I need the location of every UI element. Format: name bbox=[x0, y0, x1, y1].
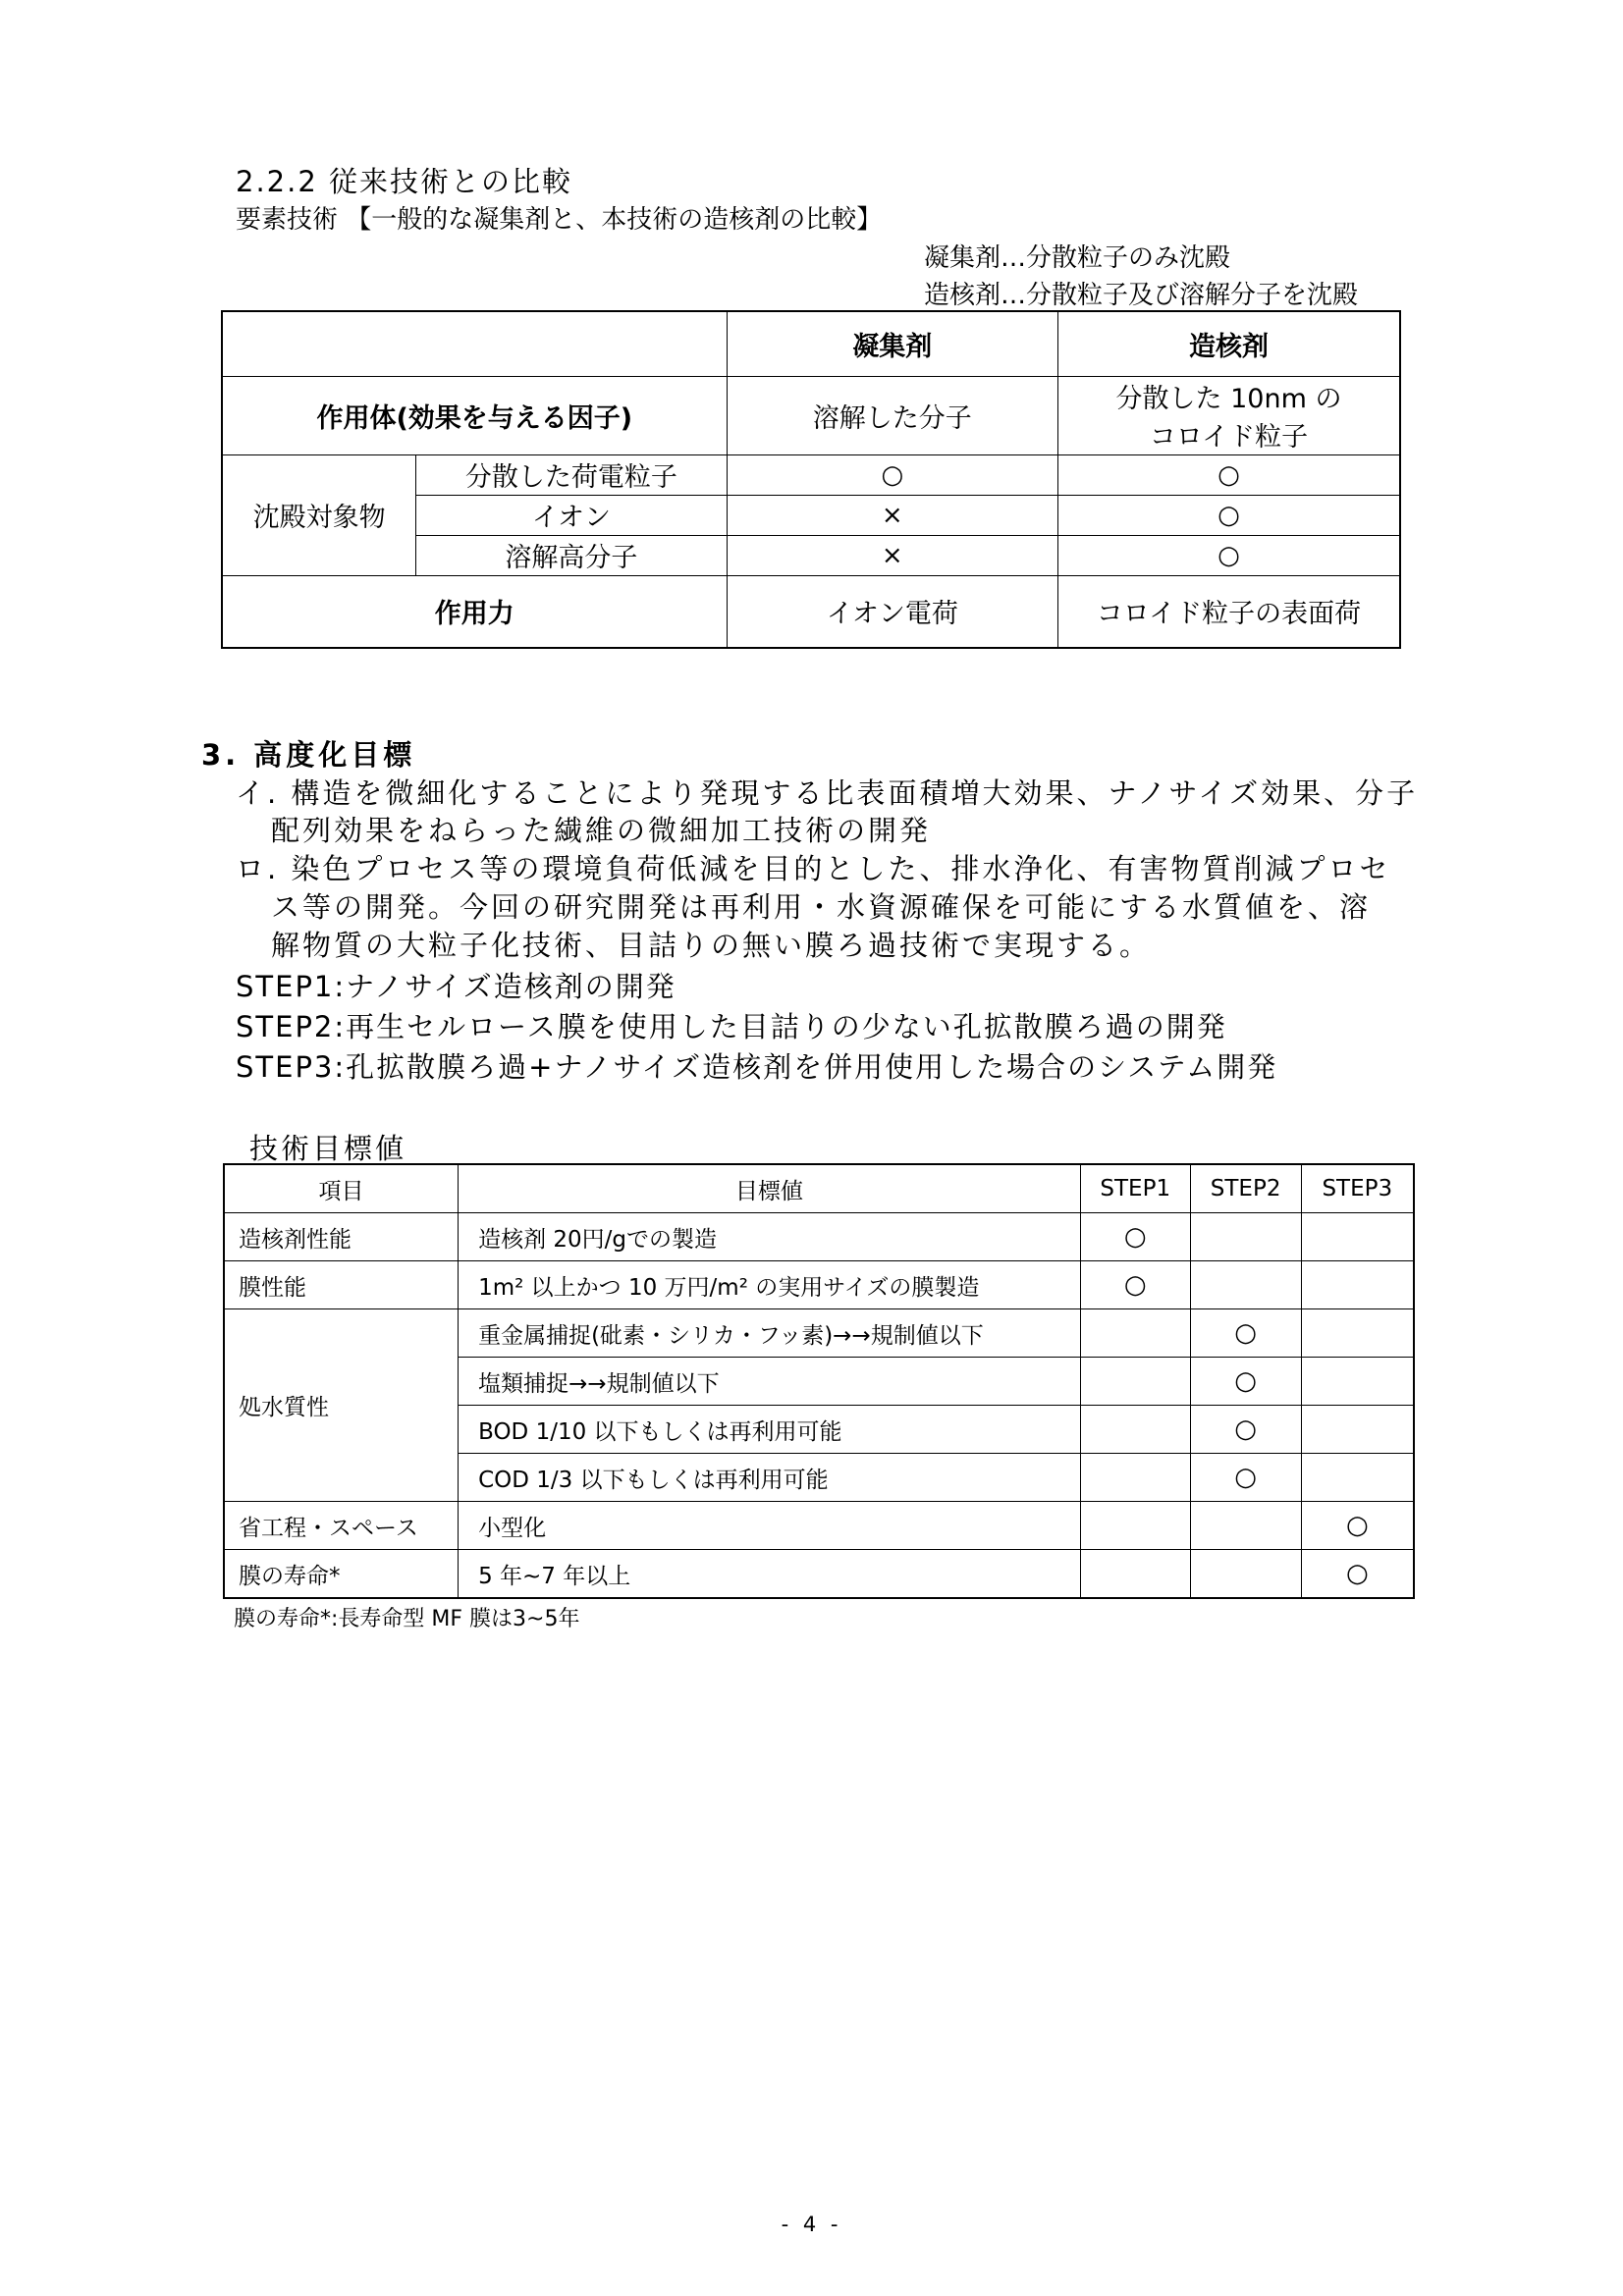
step-2: STEP2:再生セルロース膜を使用した目詰りの少ない孔拡散膜ろ過の開発 bbox=[236, 1010, 1227, 1043]
table-row bbox=[222, 575, 1400, 648]
value-cell: 5 年~7 年以上 bbox=[459, 1550, 1081, 1599]
row-header: 分散した荷電粒子 bbox=[416, 454, 727, 495]
comparison-table bbox=[221, 310, 1401, 649]
step-cell bbox=[1190, 1502, 1301, 1550]
step-cell: ○ bbox=[1301, 1550, 1414, 1599]
step-3: STEP3:孔拡散膜ろ過+ナノサイズ造核剤を併用使用した場合のシステム開発 bbox=[236, 1050, 1278, 1084]
step-cell bbox=[1080, 1309, 1190, 1358]
item-cell: 処水質性 bbox=[224, 1309, 459, 1502]
step-cell: ○ bbox=[1080, 1213, 1190, 1261]
table-cell: 溶解した分子 bbox=[727, 376, 1057, 454]
step-cell bbox=[1080, 1550, 1190, 1599]
step-cell bbox=[1190, 1261, 1301, 1309]
item-cell: 省工程・スペース bbox=[224, 1502, 459, 1550]
table-row bbox=[224, 1213, 1414, 1261]
footnote: 膜の寿命*:長寿命型 MF 膜は3~5年 bbox=[234, 1607, 580, 1631]
goal-1-line-2: 配列効果をねらった繊維の微細加工技術の開発 bbox=[271, 814, 932, 847]
table-cell: ○ bbox=[1058, 535, 1401, 575]
table-cell: コロイド粒子の表面荷 bbox=[1058, 575, 1401, 648]
column-header: STEP1 bbox=[1080, 1164, 1190, 1213]
step-cell bbox=[1080, 1406, 1190, 1454]
column-header: STEP2 bbox=[1190, 1164, 1301, 1213]
value-cell: 塩類捕捉→→規制値以下 bbox=[459, 1358, 1081, 1406]
column-header: 造核剤 bbox=[1058, 311, 1401, 376]
step-cell bbox=[1301, 1213, 1414, 1261]
cell-line: 分散した 10nm の bbox=[1115, 384, 1342, 414]
step-cell bbox=[1301, 1358, 1414, 1406]
value-cell: 1m² 以上かつ 10 万円/m² の実用サイズの膜製造 bbox=[459, 1261, 1081, 1309]
table-cell: ○ bbox=[1058, 454, 1401, 495]
step-cell: ○ bbox=[1190, 1454, 1301, 1502]
step-cell bbox=[1301, 1309, 1414, 1358]
column-header: 目標値 bbox=[459, 1164, 1081, 1213]
row-header: 作用力 bbox=[222, 575, 727, 648]
step-cell: ○ bbox=[1301, 1502, 1414, 1550]
row-header: 溶解高分子 bbox=[416, 535, 727, 575]
goal-1-line-1: イ. 構造を微細化することにより発現する比表面積増大効果、ナノサイズ効果、分子 bbox=[236, 776, 1419, 810]
step-cell bbox=[1190, 1550, 1301, 1599]
step-cell bbox=[1301, 1261, 1414, 1309]
step-cell: ○ bbox=[1190, 1309, 1301, 1358]
row-group-header: 沈殿対象物 bbox=[222, 454, 416, 575]
value-cell: 重金属捕捉(砒素・シリカ・フッ素)→→規制値以下 bbox=[459, 1309, 1081, 1358]
row-header: 作用体(効果を与える因子) bbox=[222, 376, 727, 454]
step-cell: ○ bbox=[1080, 1261, 1190, 1309]
table-cell: ○ bbox=[1058, 495, 1401, 535]
table-row bbox=[222, 454, 1400, 495]
step-cell: ○ bbox=[1190, 1406, 1301, 1454]
cell-line: コロイド粒子 bbox=[1149, 422, 1309, 453]
column-header: STEP3 bbox=[1301, 1164, 1414, 1213]
table-cell: イオン電荷 bbox=[727, 575, 1057, 648]
section-title-3: 3. 高度化目標 bbox=[201, 738, 416, 772]
goal-2-line-3: 解物質の大粒子化技術、目詰りの無い膜ろ過技術で実現する。 bbox=[271, 929, 1152, 962]
table-row bbox=[224, 1261, 1414, 1309]
column-header: 項目 bbox=[224, 1164, 459, 1213]
table-header-row bbox=[222, 311, 1400, 376]
table-header-row bbox=[224, 1164, 1414, 1213]
column-header: 凝集剤 bbox=[727, 311, 1057, 376]
table-row bbox=[222, 376, 1400, 454]
section-title-2-2-2: 2.2.2 従来技術との比較 bbox=[236, 165, 573, 198]
value-cell: 造核剤 20円/gでの製造 bbox=[459, 1213, 1081, 1261]
table-corner-cell bbox=[222, 311, 727, 376]
note-nucleating-agent: 造核剤…分散粒子及び溶解分子を沈殿 bbox=[924, 281, 1359, 310]
tech-targets-table bbox=[223, 1163, 1415, 1599]
note-flocculant: 凝集剤…分散粒子のみ沈殿 bbox=[924, 243, 1231, 273]
step-cell bbox=[1080, 1502, 1190, 1550]
table-cell: ○ bbox=[727, 454, 1057, 495]
step-cell bbox=[1080, 1358, 1190, 1406]
section-subtitle: 要素技術 【一般的な凝集剤と、本技術の造核剤の比較】 bbox=[236, 205, 883, 235]
tech-targets-title: 技術目標値 bbox=[249, 1132, 407, 1165]
table-row bbox=[224, 1502, 1414, 1550]
step-1: STEP1:ナノサイズ造核剤の開発 bbox=[236, 970, 676, 1003]
step-cell bbox=[1080, 1454, 1190, 1502]
step-cell: ○ bbox=[1190, 1358, 1301, 1406]
table-row bbox=[224, 1309, 1414, 1358]
item-cell: 膜の寿命* bbox=[224, 1550, 459, 1599]
table-cell bbox=[1058, 376, 1401, 454]
step-cell bbox=[1190, 1213, 1301, 1261]
goal-2-line-2: ス等の開発。今回の研究開発は再利用・水資源確保を可能にする水質値を、溶 bbox=[271, 890, 1372, 924]
item-cell: 膜性能 bbox=[224, 1261, 459, 1309]
goal-2-line-1: ロ. 染色プロセス等の環境負荷低減を目的とした、排水浄化、有害物質削減プロセ bbox=[236, 852, 1391, 885]
value-cell: COD 1/3 以下もしくは再利用可能 bbox=[459, 1454, 1081, 1502]
step-cell bbox=[1301, 1406, 1414, 1454]
step-cell bbox=[1301, 1454, 1414, 1502]
table-cell: × bbox=[727, 495, 1057, 535]
value-cell: BOD 1/10 以下もしくは再利用可能 bbox=[459, 1406, 1081, 1454]
row-header: イオン bbox=[416, 495, 727, 535]
table-cell: × bbox=[727, 535, 1057, 575]
item-cell: 造核剤性能 bbox=[224, 1213, 459, 1261]
table-row bbox=[224, 1550, 1414, 1599]
value-cell: 小型化 bbox=[459, 1502, 1081, 1550]
page-number: - 4 - bbox=[781, 2213, 842, 2236]
